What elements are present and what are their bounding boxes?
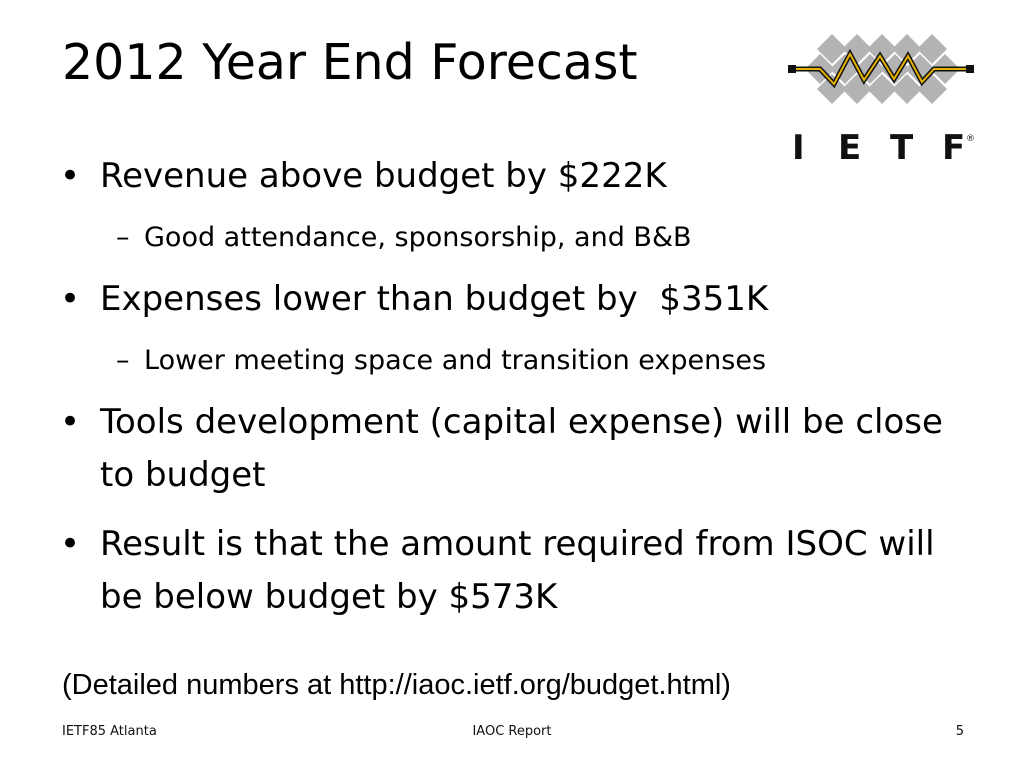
sub-list-wrapper — [60, 342, 960, 380]
bullet-text: Revenue above budget by $222K — [100, 156, 667, 196]
logo-letter-e: E — [838, 128, 862, 168]
bullet-text: Expenses lower than budget by $351K — [100, 279, 769, 319]
logo-letter-i: I — [792, 128, 805, 168]
sub-bullet-item — [116, 342, 960, 380]
sub-list-wrapper — [60, 219, 960, 257]
bullet-item — [60, 150, 960, 203]
bullet-item — [60, 273, 960, 326]
ietf-logo — [784, 24, 984, 170]
sub-bullet-text: Lower meeting space and transition expenses — [144, 345, 767, 376]
bullet-item — [60, 396, 960, 502]
bullet-list — [60, 150, 960, 640]
logo-registered-mark: ® — [966, 134, 975, 144]
logo-letter-t: T — [890, 128, 914, 168]
ietf-logo-mark-icon — [784, 24, 984, 124]
bullet-item — [60, 518, 960, 624]
footer-event: IETF85 Atlanta — [62, 724, 157, 739]
sub-bullet-item — [116, 219, 960, 257]
slide-title: 2012 Year End Forecast — [62, 34, 638, 91]
footer-page-number: 5 — [955, 724, 964, 739]
bullet-text: Result is that the amount required from ISOC will be below budget by $573K — [100, 524, 935, 617]
sub-bullet-list — [60, 342, 960, 380]
bullet-text: Tools development (capital expense) will be close to budget — [100, 402, 943, 495]
sub-bullet-text: Good attendance, sponsorship, and B&B — [144, 222, 692, 253]
logo-letter-f: F — [942, 128, 966, 168]
sub-bullet-list — [60, 219, 960, 257]
footer-report-title: IAOC Report — [472, 724, 552, 739]
detail-note: (Detailed numbers at http://iaoc.ietf.org/budget.html) — [62, 669, 731, 701]
